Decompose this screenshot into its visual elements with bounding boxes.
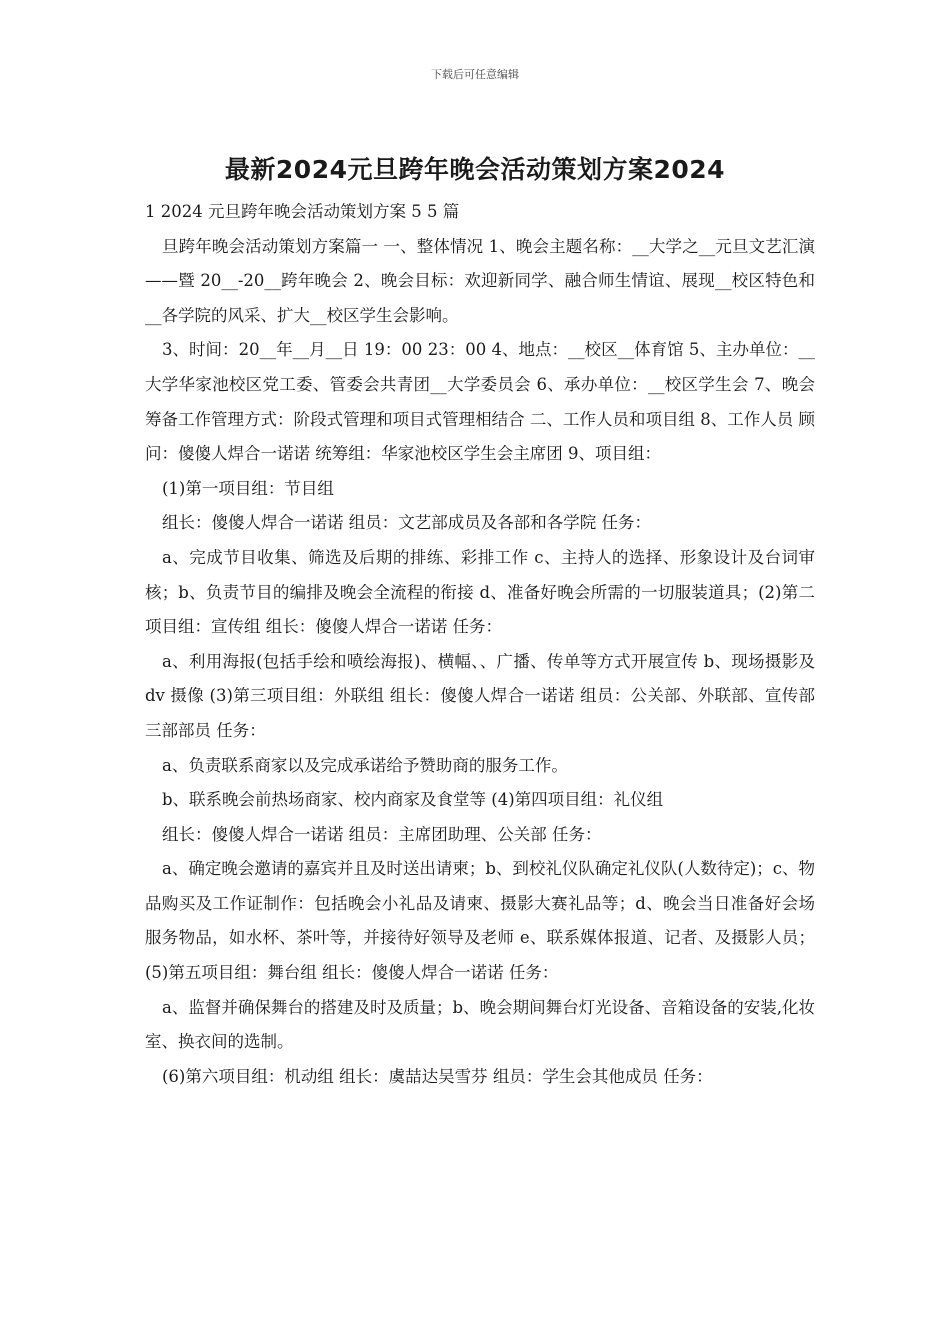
paragraph: a、确定晚会邀请的嘉宾并且及时送出请柬；b、到校礼仪队确定礼仪队(人数待定)；c、物品购买及工作证制作：包括晚会小礼品及请柬、摄影大赛礼品等；d、晚会当日准备好会场服务物品，如水杯、茶叶等，并接待好领导及老师 e、联系媒体报道、记者、及摄影人员；(5)第五项目组：舞台组 组长：傻傻人焊合一诺诺 任务： (145, 859, 816, 983)
paragraph: (6)第六项目组：机动组 组长：虞喆达吴雪芬 组员：学生会其他成员 任务： (162, 1066, 713, 1086)
paragraph: a、利用海报(包括手绘和喷绘海报)、横幅、、广播、传单等方式开展宣传 b、现场摄影及 dv 摄像 (3)第三项目组：外联组 组长：傻傻人焊合一诺诺 组员：公关部、外联部、宣传部三部部员 任务： (145, 651, 815, 740)
paragraph: 组长：傻傻人焊合一诺诺 组员：主席团助理、公关部 任务： (162, 824, 602, 844)
paragraph: 旦跨年晚会活动策划方案篇一 一、整体情况 1、晚会主题名称：__大学之__元旦文艺汇演——暨 20__-20__跨年晚会 2、晚会目标：欢迎新同学、融合师生情谊、展现__校区特色和__各学院的风采、扩大__校区学生会影响。 (145, 236, 815, 325)
paragraph: b、联系晚会前热场商家、校内商家及食堂等 (4)第四项目组：礼仪组 (162, 790, 664, 810)
paragraph: a、负责联系商家以及完成承诺给予赞助商的服务工作。 (162, 755, 568, 775)
header-note: 下载后可任意编辑 (431, 68, 519, 81)
paragraph: a、监督并确保舞台的搭建及时及质量；b、晚会期间舞台灯光设备、音箱设备的安装,化妆室、换衣间的选制。 (145, 997, 815, 1052)
paragraph: 3、时间：20__年__月__日 19：00 23：00 4、地点：__校区__体育馆 5、主办单位：__大学华家池校区党工委、管委会共青团__大学委员会 6、承办单位：__校区学生会 7、晚会筹备工作管理方式：阶段式管理和项目式管理相结合 二、工作人员和项目组 8、工作人员 顾问：傻傻人焊合一诺诺 统筹组：华家池校区学生会主席团 9、项目组： (145, 340, 815, 464)
document-body (145, 195, 815, 1094)
paragraph: (1)第一项目组：节目组 (162, 478, 334, 498)
paragraph: a、完成节目收集、筛选及后期的排练、彩排工作 c、主持人的选择、形象设计及台词审核；b、负责节目的编排及晚会全流程的衔接 d、准备好晚会所需的一切服装道具；(2)第二项目组：宣传组 组长：傻傻人焊合一诺诺 任务： (145, 547, 815, 637)
document-title: 最新2024元旦跨年晚会活动策划方案2024 (224, 155, 726, 184)
paragraph: 组长：傻傻人焊合一诺诺 组员：文艺部成员及各部和各学院 任务： (162, 513, 651, 533)
paragraph: 1 2024 元旦跨年晚会活动策划方案 5 5 篇 (145, 202, 460, 221)
